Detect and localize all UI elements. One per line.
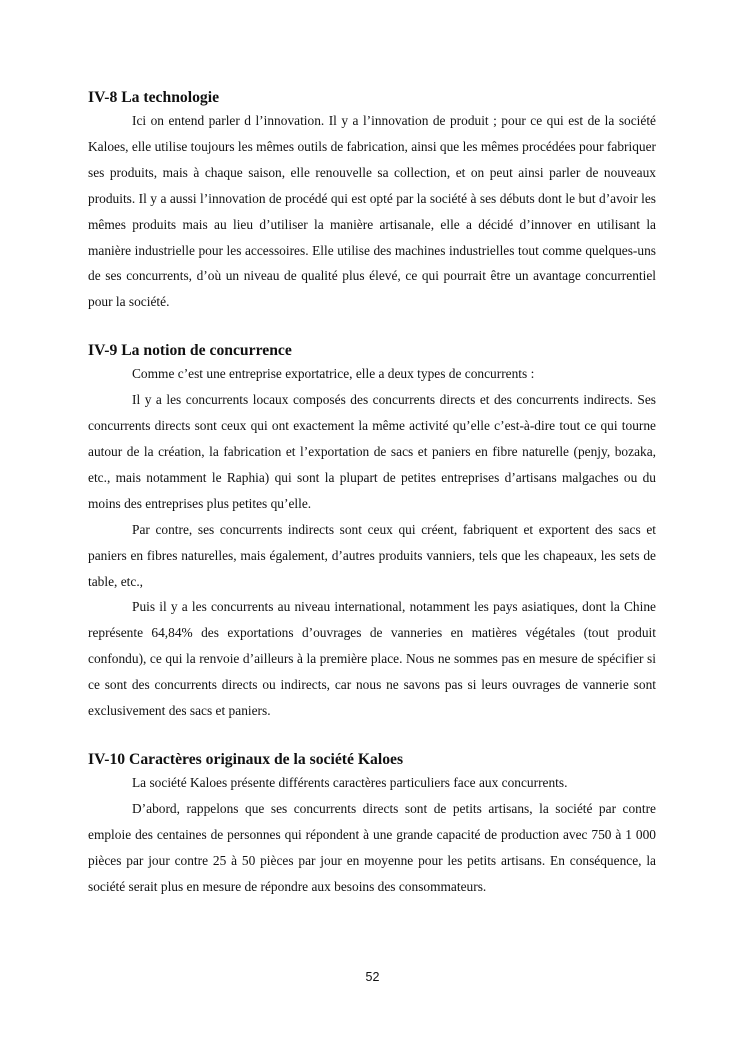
section-heading: IV-10 Caractères originaux de la société Kaloes	[88, 750, 404, 768]
section-caracteres-originaux	[88, 750, 656, 900]
paragraph: Comme c’est une entreprise exportatrice, elle a deux types de concurrents :	[132, 366, 535, 382]
paragraph: Puis il y a les concurrents au niveau international, notamment les pays asiatiques, dont la Chine représente 64,84% des exportations d’ouvrages de vanneries en matières végétales (tout produit confondu), ce qui la renvoie d’ailleurs à la première place. Nous ne sommes pas en mesure de spécifier si ce sont des concurrents directs ou indirects, car nous ne savons pas si leurs ouvrages de vannerie sont exclusivement des sacs et paniers.	[88, 599, 656, 719]
paragraph: Ici on entend parler d l’innovation. Il y a l’innovation de produit ; pour ce qui est de la société Kaloes, elle utilise toujours les mêmes outils de fabrication, ainsi que les mêmes procédées pour fabriquer ses produits, mais à chaque saison, elle renouvelle sa collection, et on peut ainsi parler de nouveaux produits. Il y a aussi l’innovation de procédé qui est opté par la société à ses débuts dont le but d’avoir les mêmes produits mais au lieu d’utiliser la manière artisanale, elle a décidé d’innover en utilisant la manière industrielle pour les accessoires. Elle utilise des machines industrielles tout comme quelques-uns de ses concurrents, d’où un niveau de qualité plus élevé, ce qui pourrait être un avantage concurrentiel pour la société.	[88, 113, 656, 310]
document-page	[88, 88, 656, 899]
paragraph: Par contre, ses concurrents indirects sont ceux qui créent, fabriquent et exportent des sacs et paniers en fibres naturelles, mais également, d’autres produits vanniers, tels que les chapeaux, les sets de table, etc.,	[88, 521, 656, 589]
section-heading: IV-9 La notion de concurrence	[88, 342, 292, 360]
section-gap	[88, 724, 656, 750]
section-heading: IV-8 La technologie	[88, 89, 220, 106]
section-technologie	[88, 88, 656, 315]
paragraph: La société Kaloes présente différents caractères particuliers face aux concurrents.	[132, 774, 568, 790]
section-gap	[88, 315, 656, 341]
paragraph: D’abord, rappelons que ses concurrents directs sont de petits artisans, la société par contre emploie des centaines de personnes qui répondent à une grande capacité de production avec 750 à 1 000 pièces par jour contre 25 à 50 pièces par jour en moyenne pour les petits artisans. En conséquence, la société serait plus en mesure de répondre aux besoins des consommateurs.	[88, 800, 656, 894]
section-concurrence	[88, 341, 656, 724]
page-number: 52	[365, 970, 380, 984]
paragraph: Il y a les concurrents locaux composés des concurrents directs et des concurrents indirects. Ses concurrents directs sont ceux qui ont exactement la même activité qu’elle c’est-à-dire tout ce qui tourne autour de la création, la fabrication et l’exportation de sacs et paniers en fibre naturelle (penjy, bozaka, etc., mais notamment le Raphia) qui sont la plupart de petites entreprises d’artisans malgaches ou du moins des entreprises plus petites qu’elle.	[88, 392, 656, 511]
